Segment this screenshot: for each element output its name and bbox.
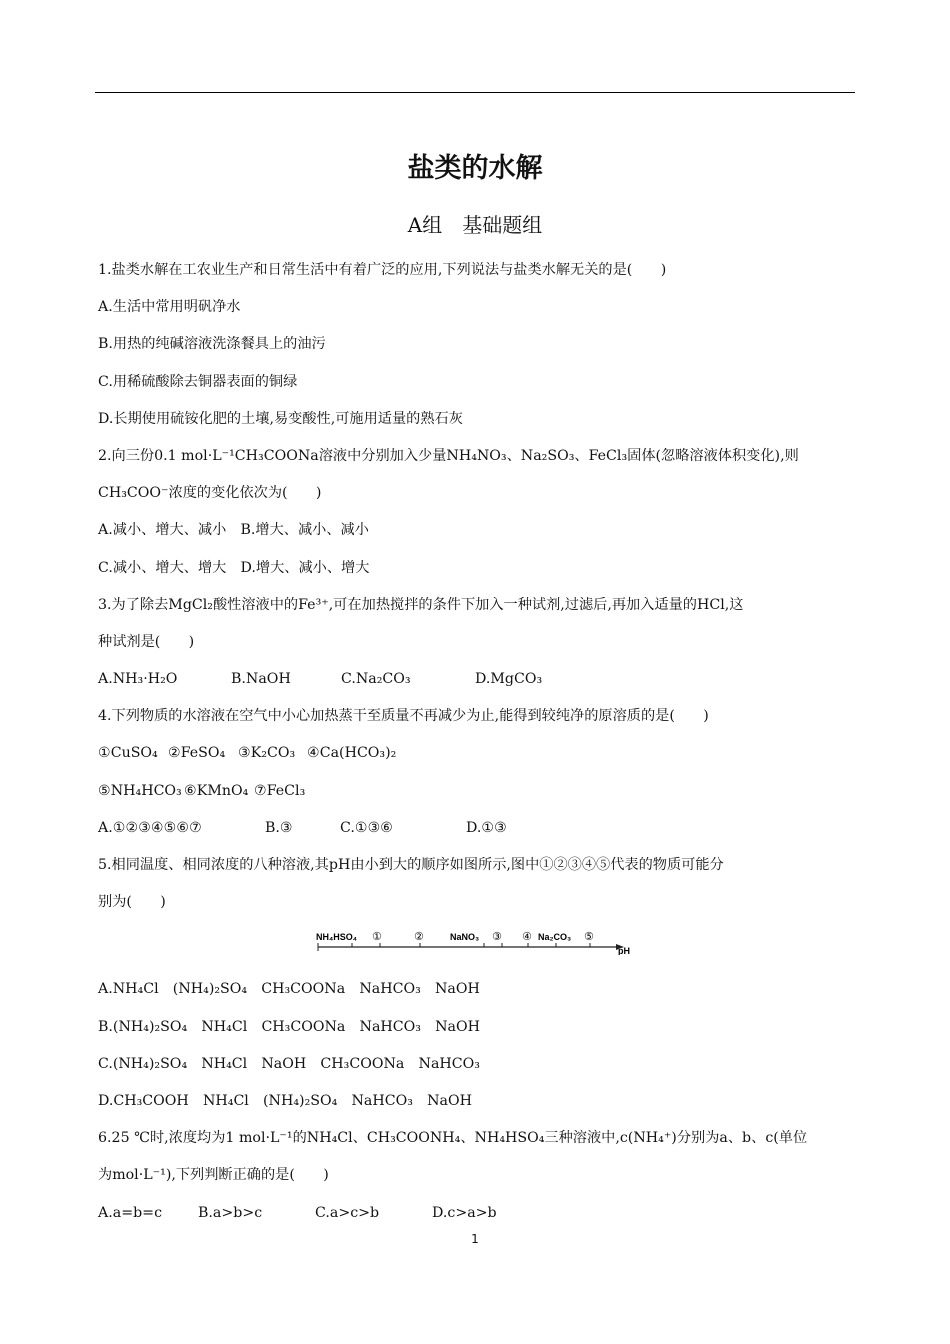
q4-items-row2 [98, 777, 858, 814]
q2-stem-line2: CH₃COO⁻浓度的变化依次为( ) [98, 485, 322, 502]
q4-items-row1 [98, 739, 858, 776]
ph-label-nh4hso4: NH₄HSO₄ [316, 932, 358, 943]
q4-item-5: ⑤NH₄HCO₃ [98, 782, 182, 799]
q4-option-d: D.①③ [466, 819, 507, 836]
ph-label-5: ⑤ [584, 930, 594, 944]
ph-scale-figure [98, 925, 858, 975]
ph-label-na2co3: Na₂CO₃ [538, 932, 572, 943]
q3-stem-line2: 种试剂是( ) [98, 633, 195, 650]
q1-option-a: A.生活中常用明矾净水 [98, 299, 241, 316]
q6-option-d: D.c>a>b [432, 1204, 497, 1221]
q2-options-ab: A.减小、增大、减小 B.增大、减小、减小 [98, 522, 369, 539]
q4-options [98, 814, 858, 851]
q4-item-1: ①CuSO₄ [98, 745, 158, 762]
ph-label-4: ④ [522, 930, 532, 944]
q1-option-d: D.长期使用硫铵化肥的土壤,易变酸性,可施用适量的熟石灰 [98, 410, 463, 427]
q5-option-a: A.NH₄Cl (NH₄)₂SO₄ CH₃COONa NaHCO₃ NaOH [98, 981, 480, 998]
q1-stem: 1.盐类水解在工农业生产和日常生活中有着广泛的应用,下列说法与盐类水解无关的是( ) [98, 262, 667, 278]
q4-option-a: A.①②③④⑤⑥⑦ [98, 819, 202, 836]
section-subtitle: A组 基础题组 [407, 213, 543, 237]
q3-option-c: C.Na₂CO₃ [341, 671, 411, 688]
ph-label-nano3: NaNO₃ [450, 932, 480, 943]
q4-item-7: ⑦FeCl₃ [254, 782, 306, 799]
q4-stem: 4.下列物质的水溶液在空气中小心加热蒸干至质量不再减少为止,能得到较纯净的原溶质的是( ) [98, 708, 709, 725]
q6-options [98, 1199, 858, 1236]
page-number: 1 [471, 1232, 479, 1246]
ph-label-3: ③ [492, 930, 502, 944]
q6-option-b: B.a>b>c [198, 1204, 263, 1221]
ph-label-2: ② [414, 930, 424, 944]
q5-option-b: B.(NH₄)₂SO₄ NH₄Cl CH₃COONa NaHCO₃ NaOH [98, 1018, 481, 1035]
question-body [98, 256, 858, 1236]
q4-item-3: ③K₂CO₃ [238, 745, 296, 762]
q1-option-c: C.用稀硫酸除去铜器表面的铜绿 [98, 373, 298, 390]
q5-stem-line1: 5.相同温度、相同浓度的八种溶液,其pH由小到大的顺序如图所示,图中①②③④⑤代表的物质可能分 [98, 857, 724, 873]
q4-option-c: C.①③⑥ [340, 819, 394, 836]
header-rule [95, 92, 855, 93]
q6-option-c: C.a>c>b [315, 1204, 380, 1221]
q4-item-6: ⑥KMnO₄ [184, 782, 249, 799]
q4-option-b: B.③ [265, 819, 293, 836]
q3-stem-line1: 3.为了除去MgCl₂酸性溶液中的Fe³⁺,可在加热搅拌的条件下加入一种试剂,过滤后,再加入适量的HCl,这 [98, 596, 744, 613]
q5-option-d: D.CH₃COOH NH₄Cl (NH₄)₂SO₄ NaHCO₃ NaOH [98, 1092, 472, 1109]
page-title: 盐类的水解 [407, 153, 543, 184]
q6-option-a: A.a=b=c [98, 1204, 163, 1221]
q3-option-a: A.NH₃·H₂O [98, 671, 178, 688]
q5-option-c: C.(NH₄)₂SO₄ NH₄Cl NaOH CH₃COONa NaHCO₃ [98, 1055, 480, 1072]
ph-label-1: ① [372, 930, 382, 944]
q5-stem-line2: 别为( ) [98, 894, 166, 911]
q3-option-d: D.MgCO₃ [475, 671, 543, 688]
q6-stem-line1: 6.25 ℃时,浓度均为1 mol·L⁻¹的NH₄Cl、CH₃COONH₄、NH₄HSO₄三种溶液中,c(NH₄⁺)分别为a、b、c(单位 [98, 1130, 808, 1147]
q6-stem-line2: 为mol·L⁻¹),下列判断正确的是( ) [98, 1167, 329, 1184]
q2-stem-line1: 2.向三份0.1 mol·L⁻¹CH₃COONa溶液中分别加入少量NH₄NO₃、Na₂SO₃、FeCl₃固体(忽略溶液体积变化),则 [98, 447, 799, 464]
ph-scale [316, 927, 636, 955]
q4-item-4: ④Ca(HCO₃)₂ [307, 745, 397, 762]
ph-axis-label: pH [618, 946, 630, 956]
q3-options [98, 665, 858, 702]
q2-options-cd: C.减小、增大、增大 D.增大、减小、增大 [98, 559, 370, 576]
q3-option-b: B.NaOH [231, 671, 291, 688]
q1-option-b: B.用热的纯碱溶液洗涤餐具上的油污 [98, 336, 326, 353]
q4-item-2: ②FeSO₄ [168, 745, 226, 762]
